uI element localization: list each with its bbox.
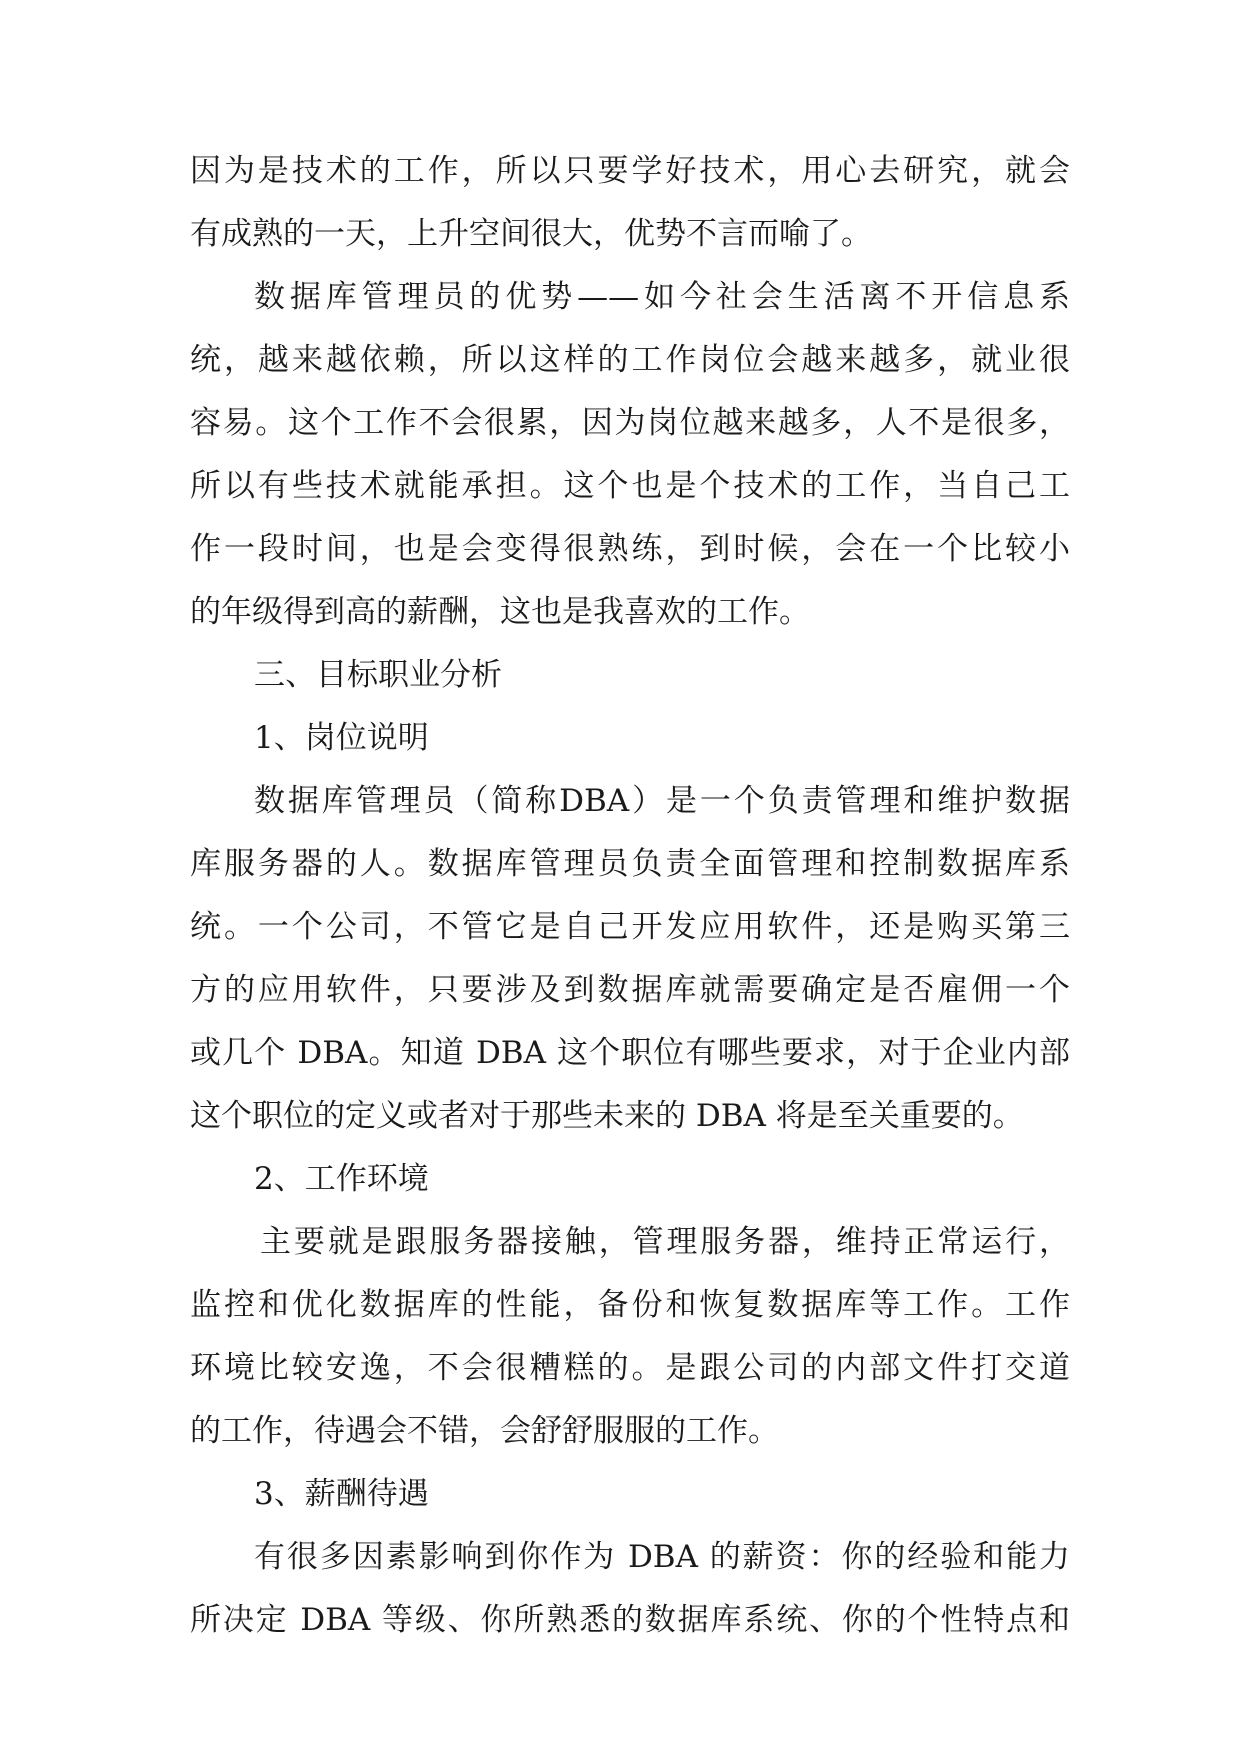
text-line: 所决定 DBA 等级、你所熟悉的数据库系统、你的个性特点和 xyxy=(190,1602,1070,1638)
text-line: 有很多因素影响到你作为 DBA 的薪资：你的经验和能力 xyxy=(254,1539,1070,1575)
text-line: 这个职位的定义或者对于那些未来的 DBA 将是至关重要的。 xyxy=(190,1098,1024,1134)
document-page xyxy=(190,140,1070,1652)
subsection-heading: 2、工作环境 xyxy=(254,1161,429,1197)
text-line: 统，越来越依赖，所以这样的工作岗位会越来越多，就业很 xyxy=(190,342,1070,378)
section-heading: 三、目标职业分析 xyxy=(254,657,502,693)
subsection-heading: 1、岗位说明 xyxy=(254,720,429,756)
text-line: 库服务器的人。数据库管理员负责全面管理和控制数据库系 xyxy=(190,846,1070,882)
text-line: 有成熟的一天，上升空间很大，优势不言而喻了。 xyxy=(190,216,872,252)
text-line: 所以有些技术就能承担。这个也是个技术的工作，当自己工 xyxy=(190,468,1070,504)
text-line: 的工作，待遇会不错，会舒舒服服的工作。 xyxy=(190,1413,779,1449)
text-line: 因为是技术的工作，所以只要学好技术，用心去研究，就会 xyxy=(190,153,1070,189)
text-line: 或几个 DBA。知道 DBA 这个职位有哪些要求，对于企业内部 xyxy=(190,1035,1070,1071)
text-line: 容易。这个工作不会很累，因为岗位越来越多，人不是很多， xyxy=(190,405,1070,441)
text-line: 的年级得到高的薪酬，这也是我喜欢的工作。 xyxy=(190,594,810,630)
text-line: 统。一个公司，不管它是自己开发应用软件，还是购买第三 xyxy=(190,909,1070,945)
text-line: 方的应用软件，只要涉及到数据库就需要确定是否雇佣一个 xyxy=(190,972,1070,1008)
text-line: 环境比较安逸，不会很糟糕的。是跟公司的内部文件打交道 xyxy=(190,1350,1070,1386)
text-line: 数据库管理员的优势——如今社会生活离不开信息系 xyxy=(254,279,1070,315)
text-line: 主要就是跟服务器接触，管理服务器，维持正常运行， xyxy=(260,1224,1070,1260)
text-line: 作一段时间，也是会变得很熟练，到时候，会在一个比较小 xyxy=(190,531,1070,567)
text-line: 数据库管理员（简称DBA）是一个负责管理和维护数据 xyxy=(254,783,1070,819)
subsection-heading: 3、薪酬待遇 xyxy=(254,1476,429,1512)
text-line: 监控和优化数据库的性能，备份和恢复数据库等工作。工作 xyxy=(190,1287,1070,1323)
